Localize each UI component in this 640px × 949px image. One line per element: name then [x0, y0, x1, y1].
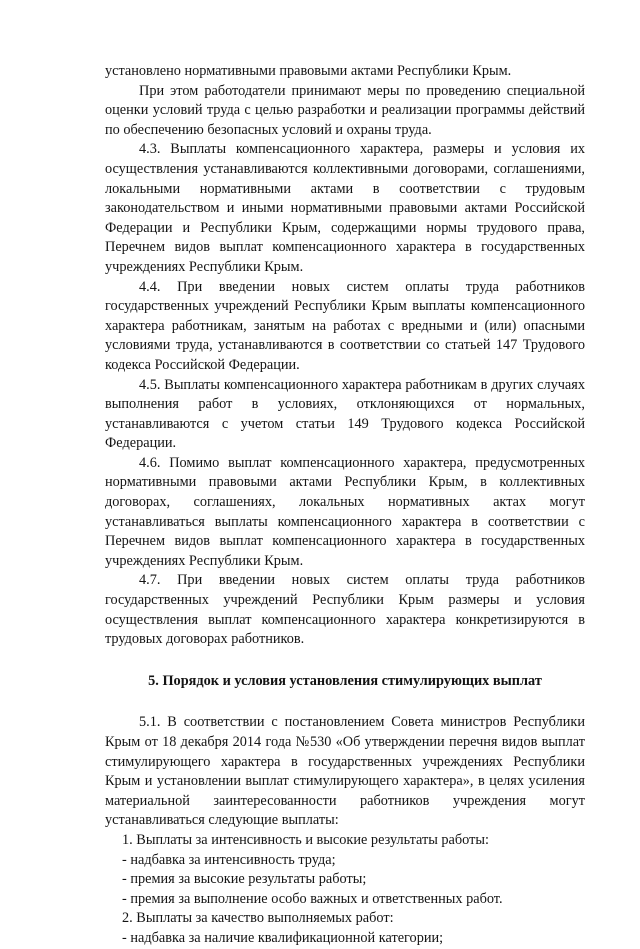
paragraph: 2. Выплаты за качество выполняемых работ: [122, 910, 394, 927]
document-page [105, 62, 585, 949]
paragraph: 4.4. При введении новых систем оплаты труда работников государственных учреждений Республики Крым выплаты компенсационного характера работникам, занятым на работах с вредными и (или) опасными условиями труда, устанавливаются в соответствии со статьей 147 Трудового кодекса Российской Федерации. [105, 278, 585, 373]
paragraph: - надбавка за наличие квалификационной категории; [122, 929, 444, 946]
paragraph: - премия за высокие результаты работы; [122, 871, 367, 888]
paragraph: 4.6. Помимо выплат компенсационного характера, предусмотренных нормативными правовыми актами Республики Крым, в коллективных договорах, соглашениях, локальных нормативных актах могут устанавливаться выплаты компенсационного характера в соответствии с Перечнем видов выплат компенсационного характера в государственных учреждениях Республики Крым. [105, 454, 585, 569]
paragraph: 4.7. При введении новых систем оплаты труда работников государственных учреждений Республики Крым размеры и условия осуществления выплат компенсационного характера конкретизируются в трудовых договорах работников. [105, 572, 585, 648]
paragraph: установлено нормативными правовыми актами Республики Крым. [105, 63, 512, 79]
paragraph: - надбавка за интенсивность труда; [122, 851, 336, 868]
paragraph: - премия за выполнение особо важных и ответственных работ. [122, 890, 503, 907]
paragraph: При этом работодатели принимают меры по проведению специальной оценки условий труда с целью разработки и реализации программы действий по обеспечению безопасных условий и охраны труда. [105, 82, 585, 138]
body-text-bottom [105, 713, 585, 948]
paragraph: 4.3. Выплаты компенсационного характера, размеры и условия их осуществления устанавливаются коллективными договорами, соглашениями, локальными нормативными актами в соответствии с трудовым законодательством и иными нормативными правовыми актами Российской Федерации и Республики Крым, содержащими нормы трудового права, Перечнем видов выплат компенсационного характера в государственных учреждениях Республики Крым. [105, 141, 585, 275]
paragraph: 1. Выплаты за интенсивность и высокие результаты работы: [122, 831, 489, 848]
body-text-top [105, 62, 585, 650]
section-heading: 5. Порядок и условия установления стимулирующих выплат [148, 672, 542, 689]
paragraph: 4.5. Выплаты компенсационного характера работникам в других случаях выполнения работ в условиях, отклоняющихся от нормальных, устанавливаются с учетом статьи 149 Трудового кодекса Российской Федерации. [105, 376, 585, 452]
paragraph: 5.1. В соответствии с постановлением Совета министров Республики Крым от 18 декабря 2014 года №530 «Об утверждении перечня видов выплат стимулирующего характера в государственных учреждениях Республики Крым и установлении выплат стимулирующего характера», в целях усиления материальной заинтересованности работников учреждения могут устанавливаться следующие выплаты: [105, 714, 585, 829]
